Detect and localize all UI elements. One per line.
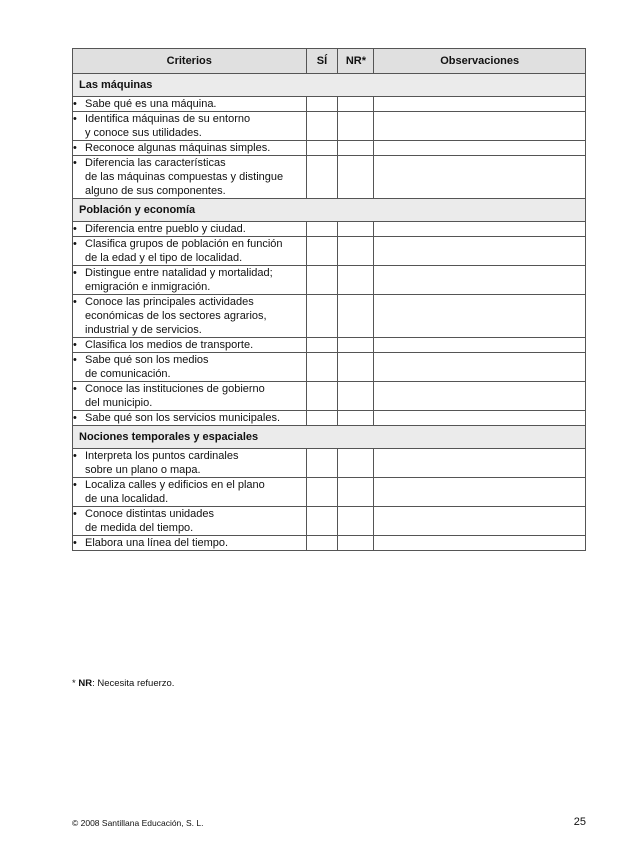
footnote-term: NR xyxy=(78,678,93,689)
criterion-text: Diferencia entre pueblo y ciudad. xyxy=(85,223,246,235)
evaluation-table xyxy=(72,48,586,551)
criterion-row xyxy=(73,478,586,507)
nr-cell[interactable] xyxy=(338,449,374,478)
nr-cell[interactable] xyxy=(338,338,374,353)
observaciones-cell[interactable] xyxy=(374,141,586,156)
si-cell[interactable] xyxy=(306,382,338,411)
si-cell[interactable] xyxy=(306,338,338,353)
footnote xyxy=(72,678,174,689)
observaciones-cell[interactable] xyxy=(374,382,586,411)
si-cell[interactable] xyxy=(306,411,338,426)
criterion-row xyxy=(73,141,586,156)
nr-cell[interactable] xyxy=(338,295,374,338)
bullet-icon: • xyxy=(73,296,77,308)
observaciones-cell[interactable] xyxy=(374,338,586,353)
si-cell[interactable] xyxy=(306,156,338,199)
observaciones-cell[interactable] xyxy=(374,411,586,426)
section-row xyxy=(73,426,586,449)
criterion-row xyxy=(73,449,586,478)
bullet-icon: • xyxy=(73,537,77,549)
bullet-icon: • xyxy=(73,412,77,424)
criterion-cell xyxy=(73,382,307,411)
criterion-row xyxy=(73,156,586,199)
bullet-icon: • xyxy=(73,450,77,462)
criterion-cell xyxy=(73,507,307,536)
criterion-text: Conoce las principales actividades económicas de los sectores agrarios, industrial y de servicios. xyxy=(85,296,267,336)
observaciones-cell[interactable] xyxy=(374,266,586,295)
nr-cell[interactable] xyxy=(338,97,374,112)
nr-cell[interactable] xyxy=(338,507,374,536)
header-nr: NR* xyxy=(338,49,374,74)
header-si: SÍ xyxy=(306,49,338,74)
criterion-row xyxy=(73,507,586,536)
section-title: Nociones temporales y espaciales xyxy=(73,426,586,449)
si-cell[interactable] xyxy=(306,536,338,551)
criterion-text: Conoce las instituciones de gobierno del municipio. xyxy=(85,383,265,409)
nr-cell[interactable] xyxy=(338,156,374,199)
nr-cell[interactable] xyxy=(338,536,374,551)
si-cell[interactable] xyxy=(306,97,338,112)
nr-cell[interactable] xyxy=(338,266,374,295)
nr-cell[interactable] xyxy=(338,478,374,507)
nr-cell[interactable] xyxy=(338,353,374,382)
criterion-text: Sabe qué son los medios de comunicación. xyxy=(85,354,209,380)
criterion-text: Sabe qué son los servicios municipales. xyxy=(85,412,281,424)
section-row xyxy=(73,199,586,222)
criterion-cell xyxy=(73,237,307,266)
observaciones-cell[interactable] xyxy=(374,449,586,478)
bullet-icon: • xyxy=(73,479,77,491)
bullet-icon: • xyxy=(73,238,77,250)
table-body xyxy=(73,74,586,551)
criterion-cell xyxy=(73,411,307,426)
criterion-row xyxy=(73,295,586,338)
section-title: Las máquinas xyxy=(73,74,586,97)
criterion-text: Distingue entre natalidad y mortalidad; emigración e inmigración. xyxy=(85,267,273,293)
observaciones-cell[interactable] xyxy=(374,237,586,266)
si-cell[interactable] xyxy=(306,237,338,266)
observaciones-cell[interactable] xyxy=(374,507,586,536)
page-number: 25 xyxy=(573,816,586,828)
criterion-row xyxy=(73,237,586,266)
bullet-icon: • xyxy=(73,142,77,154)
criterion-cell xyxy=(73,97,307,112)
bullet-icon: • xyxy=(73,383,77,395)
header-criterios: Criterios xyxy=(73,49,307,74)
criterion-row xyxy=(73,382,586,411)
criterion-text: Clasifica los medios de transporte. xyxy=(85,339,254,351)
criterion-cell xyxy=(73,222,307,237)
header-observaciones: Observaciones xyxy=(374,49,586,74)
criterion-text: Localiza calles y edificios en el plano de una localidad. xyxy=(85,479,265,505)
criterion-text: Identifica máquinas de su entorno y conoce sus utilidades. xyxy=(85,113,251,139)
bullet-icon: • xyxy=(73,267,77,279)
criterion-text: Diferencia las características de las máquinas compuestas y distingue alguno de sus componentes. xyxy=(85,157,284,197)
si-cell[interactable] xyxy=(306,478,338,507)
si-cell[interactable] xyxy=(306,266,338,295)
criterion-text: Clasifica grupos de población en función de la edad y el tipo de localidad. xyxy=(85,238,283,264)
criterion-row xyxy=(73,112,586,141)
observaciones-cell[interactable] xyxy=(374,353,586,382)
criterion-text: Interpreta los puntos cardinales sobre un plano o mapa. xyxy=(85,450,239,476)
si-cell[interactable] xyxy=(306,112,338,141)
criterion-row xyxy=(73,222,586,237)
observaciones-cell[interactable] xyxy=(374,478,586,507)
observaciones-cell[interactable] xyxy=(374,97,586,112)
criterion-row xyxy=(73,97,586,112)
si-cell[interactable] xyxy=(306,449,338,478)
criterion-row xyxy=(73,411,586,426)
observaciones-cell[interactable] xyxy=(374,112,586,141)
si-cell[interactable] xyxy=(306,141,338,156)
section-row xyxy=(73,74,586,97)
bullet-icon: • xyxy=(73,339,77,351)
section-title: Población y economía xyxy=(73,199,586,222)
si-cell[interactable] xyxy=(306,507,338,536)
criterion-cell xyxy=(73,353,307,382)
criterion-text: Conoce distintas unidades de medida del tiempo. xyxy=(85,508,215,534)
si-cell[interactable] xyxy=(306,222,338,237)
criterion-cell xyxy=(73,295,307,338)
bullet-icon: • xyxy=(73,223,77,235)
footnote-text: : Necesita refuerzo. xyxy=(92,678,175,689)
criterion-text: Reconoce algunas máquinas simples. xyxy=(85,142,271,154)
nr-cell[interactable] xyxy=(338,112,374,141)
criterion-cell xyxy=(73,536,307,551)
si-cell[interactable] xyxy=(306,295,338,338)
footnote-prefix: * xyxy=(72,678,79,689)
bullet-icon: • xyxy=(73,157,77,169)
nr-cell[interactable] xyxy=(338,222,374,237)
bullet-icon: • xyxy=(73,113,77,125)
bullet-icon: • xyxy=(73,98,77,110)
copyright: © 2008 Santillana Educación, S. L. xyxy=(72,818,204,828)
bullet-icon: • xyxy=(73,354,77,366)
criterion-cell xyxy=(73,156,307,199)
criterion-cell xyxy=(73,266,307,295)
criterion-row xyxy=(73,536,586,551)
observaciones-cell[interactable] xyxy=(374,536,586,551)
header-row xyxy=(73,49,586,74)
criterion-row xyxy=(73,338,586,353)
observaciones-cell[interactable] xyxy=(374,156,586,199)
criterion-cell xyxy=(73,141,307,156)
si-cell[interactable] xyxy=(306,353,338,382)
criterion-cell xyxy=(73,338,307,353)
criterion-text: Elabora una línea del tiempo. xyxy=(85,537,229,549)
nr-cell[interactable] xyxy=(338,237,374,266)
criterion-text: Sabe qué es una máquina. xyxy=(85,98,217,110)
criterion-row xyxy=(73,266,586,295)
criterion-cell xyxy=(73,478,307,507)
criterion-row xyxy=(73,353,586,382)
observaciones-cell[interactable] xyxy=(374,222,586,237)
criterion-cell xyxy=(73,449,307,478)
bullet-icon: • xyxy=(73,508,77,520)
criterion-cell xyxy=(73,112,307,141)
nr-cell[interactable] xyxy=(338,411,374,426)
nr-cell[interactable] xyxy=(338,382,374,411)
nr-cell[interactable] xyxy=(338,141,374,156)
observaciones-cell[interactable] xyxy=(374,295,586,338)
